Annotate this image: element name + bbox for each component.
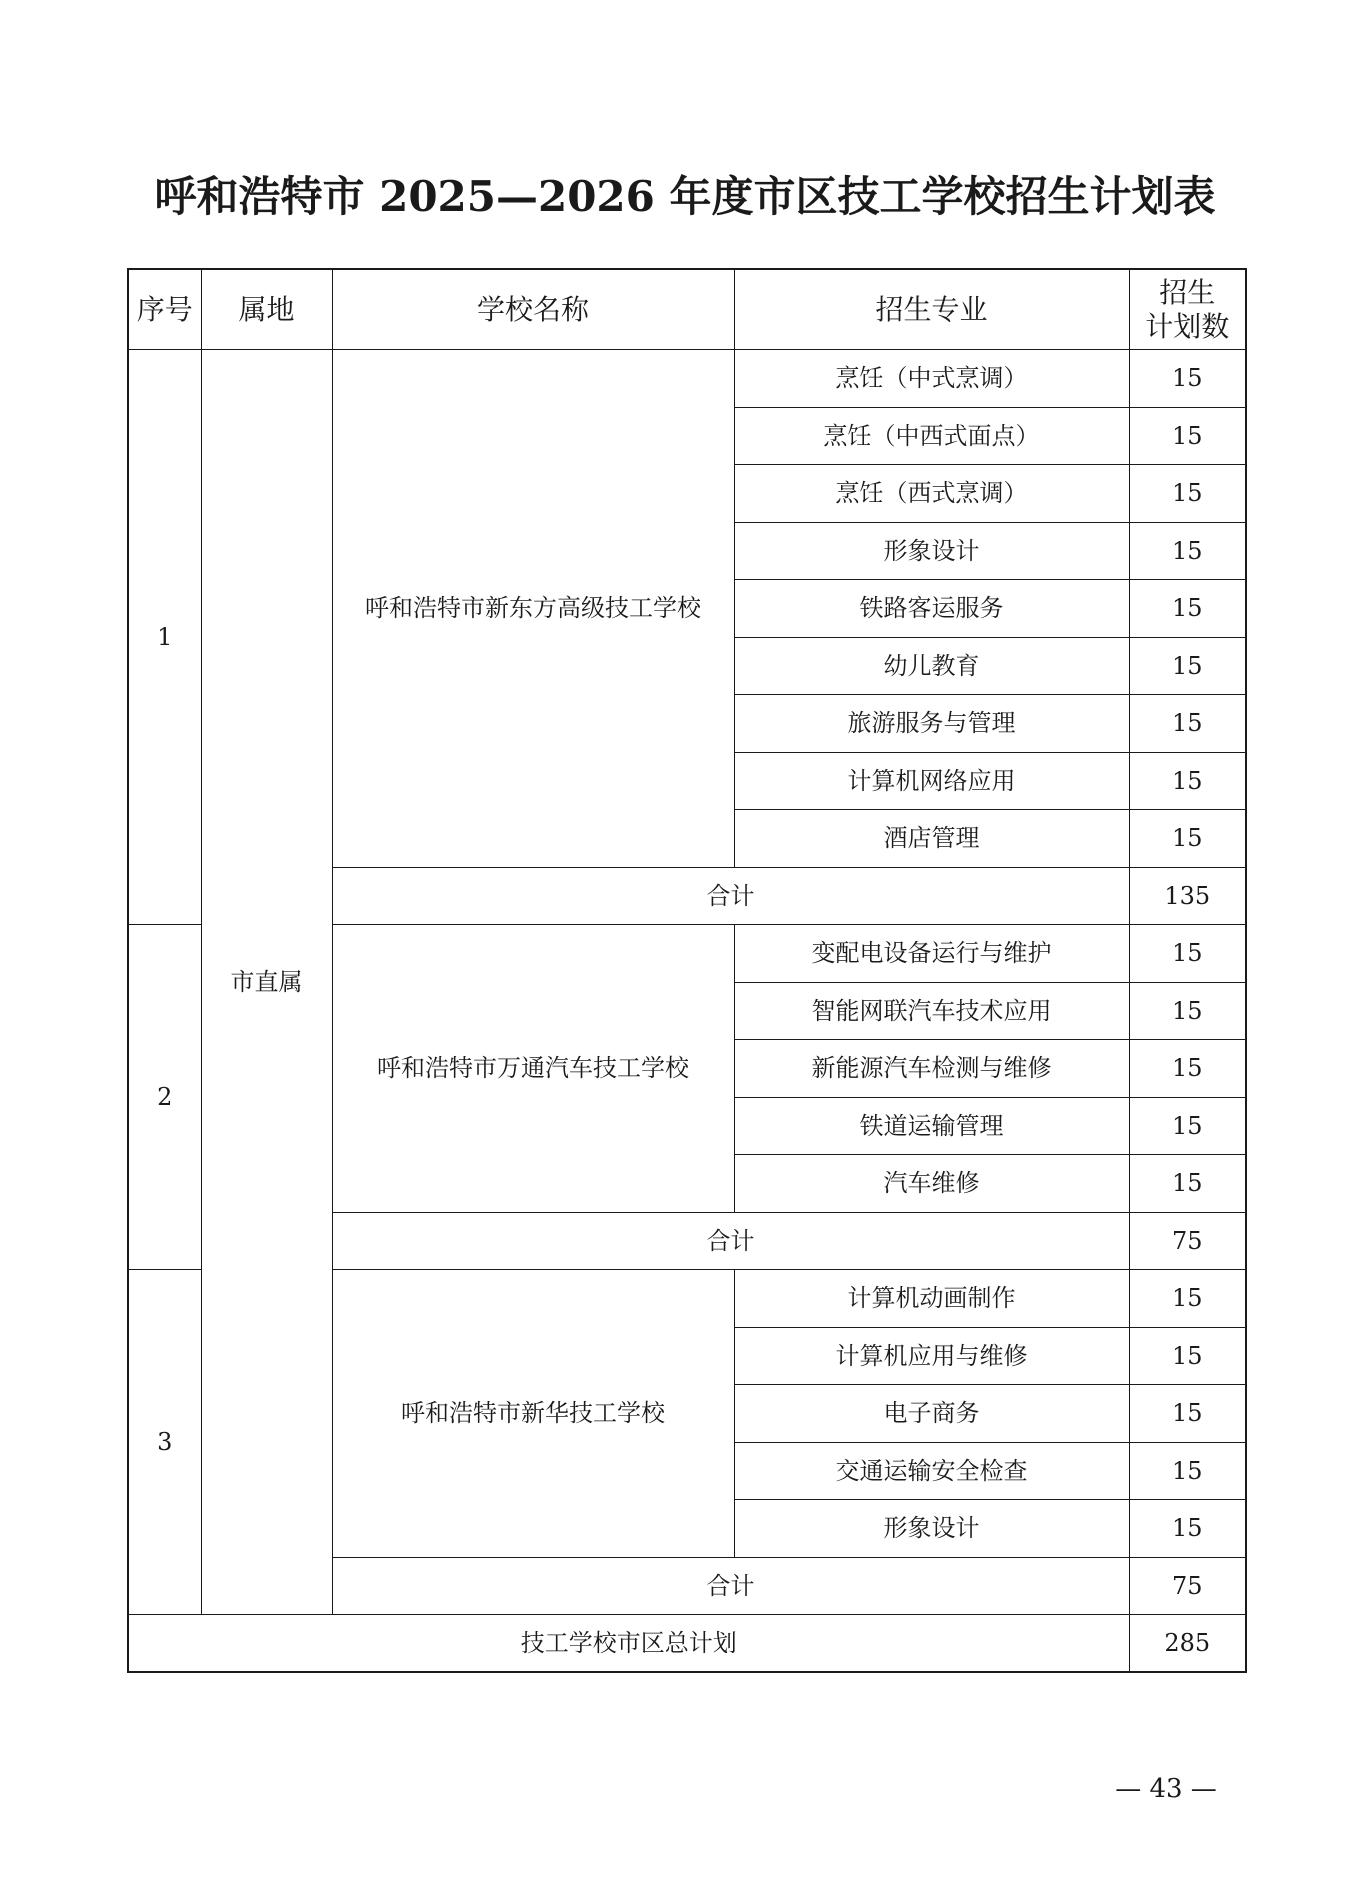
plan-count-cell: 15 <box>1129 810 1246 868</box>
school-name-cell: 呼和浩特市新华技工学校 <box>332 1270 734 1558</box>
major-cell: 旅游服务与管理 <box>734 695 1129 753</box>
major-cell: 汽车维修 <box>734 1155 1129 1213</box>
school-name-cell: 呼和浩特市新东方高级技工学校 <box>332 350 734 868</box>
plan-count-cell: 15 <box>1129 1385 1246 1443</box>
subtotal-label-cell: 合计 <box>332 1212 1129 1270</box>
plan-count-cell: 15 <box>1129 1270 1246 1328</box>
major-cell: 新能源汽车检测与维修 <box>734 1040 1129 1098</box>
major-cell: 形象设计 <box>734 1500 1129 1558</box>
subtotal-label-cell: 合计 <box>332 1557 1129 1615</box>
document-title: 呼和浩特市 2025—2026 年度市区技工学校招生计划表 <box>154 172 1216 221</box>
major-cell: 交通运输安全检查 <box>734 1442 1129 1500</box>
seq-cell: 2 <box>128 925 201 1270</box>
plan-count-cell: 15 <box>1129 350 1246 408</box>
major-cell: 变配电设备运行与维护 <box>734 925 1129 983</box>
region-cell: 市直属 <box>201 350 332 1615</box>
plan-count-header-line1: 招生 <box>1159 275 1216 309</box>
major-cell: 烹饪（中式烹调） <box>734 350 1129 408</box>
school-name-cell: 呼和浩特市万通汽车技工学校 <box>332 925 734 1213</box>
plan-count-cell: 15 <box>1129 752 1246 810</box>
major-cell: 计算机应用与维修 <box>734 1327 1129 1385</box>
major-cell: 幼儿教育 <box>734 637 1129 695</box>
plan-count-cell: 15 <box>1129 407 1246 465</box>
region-header: 属地 <box>201 269 332 350</box>
plan-count-cell: 15 <box>1129 982 1246 1040</box>
seq-cell: 3 <box>128 1270 201 1615</box>
enrollment-plan-table <box>127 268 1247 1673</box>
subtotal-label-cell: 合计 <box>332 867 1129 925</box>
major-cell: 智能网联汽车技术应用 <box>734 982 1129 1040</box>
plan-count-cell: 15 <box>1129 925 1246 983</box>
major-cell: 铁道运输管理 <box>734 1097 1129 1155</box>
major-cell: 形象设计 <box>734 522 1129 580</box>
seq-cell: 1 <box>128 350 201 925</box>
total-row <box>128 1615 1246 1673</box>
subtotal-count-cell: 135 <box>1129 867 1246 925</box>
plan-count-cell: 15 <box>1129 580 1246 638</box>
plan-count-header-line2: 计划数 <box>1145 309 1230 343</box>
major-cell: 酒店管理 <box>734 810 1129 868</box>
major-cell: 计算机动画制作 <box>734 1270 1129 1328</box>
plan-count-cell: 15 <box>1129 1040 1246 1098</box>
major-header: 招生专业 <box>734 269 1129 350</box>
table-row <box>128 350 1246 408</box>
major-cell: 烹饪（中西式面点） <box>734 407 1129 465</box>
plan-count-cell: 15 <box>1129 1097 1246 1155</box>
major-cell: 电子商务 <box>734 1385 1129 1443</box>
school-name-header: 学校名称 <box>332 269 734 350</box>
plan-count-cell: 15 <box>1129 522 1246 580</box>
page-number: — 43 — <box>1115 1774 1217 1804</box>
table-header-row <box>128 269 1246 350</box>
table-body <box>128 350 1246 1673</box>
plan-count-cell: 15 <box>1129 465 1246 523</box>
plan-count-cell: 15 <box>1129 1500 1246 1558</box>
total-label-cell: 技工学校市区总计划 <box>128 1615 1129 1673</box>
plan-count-cell: 15 <box>1129 1442 1246 1500</box>
total-count-cell: 285 <box>1129 1615 1246 1673</box>
major-cell: 计算机网络应用 <box>734 752 1129 810</box>
seq-header: 序号 <box>128 269 201 350</box>
plan-count-cell: 15 <box>1129 695 1246 753</box>
major-cell: 烹饪（西式烹调） <box>734 465 1129 523</box>
plan-count-header <box>1129 269 1246 350</box>
subtotal-count-cell: 75 <box>1129 1557 1246 1615</box>
major-cell: 铁路客运服务 <box>734 580 1129 638</box>
plan-count-cell: 15 <box>1129 637 1246 695</box>
subtotal-count-cell: 75 <box>1129 1212 1246 1270</box>
plan-count-cell: 15 <box>1129 1327 1246 1385</box>
plan-count-cell: 15 <box>1129 1155 1246 1213</box>
